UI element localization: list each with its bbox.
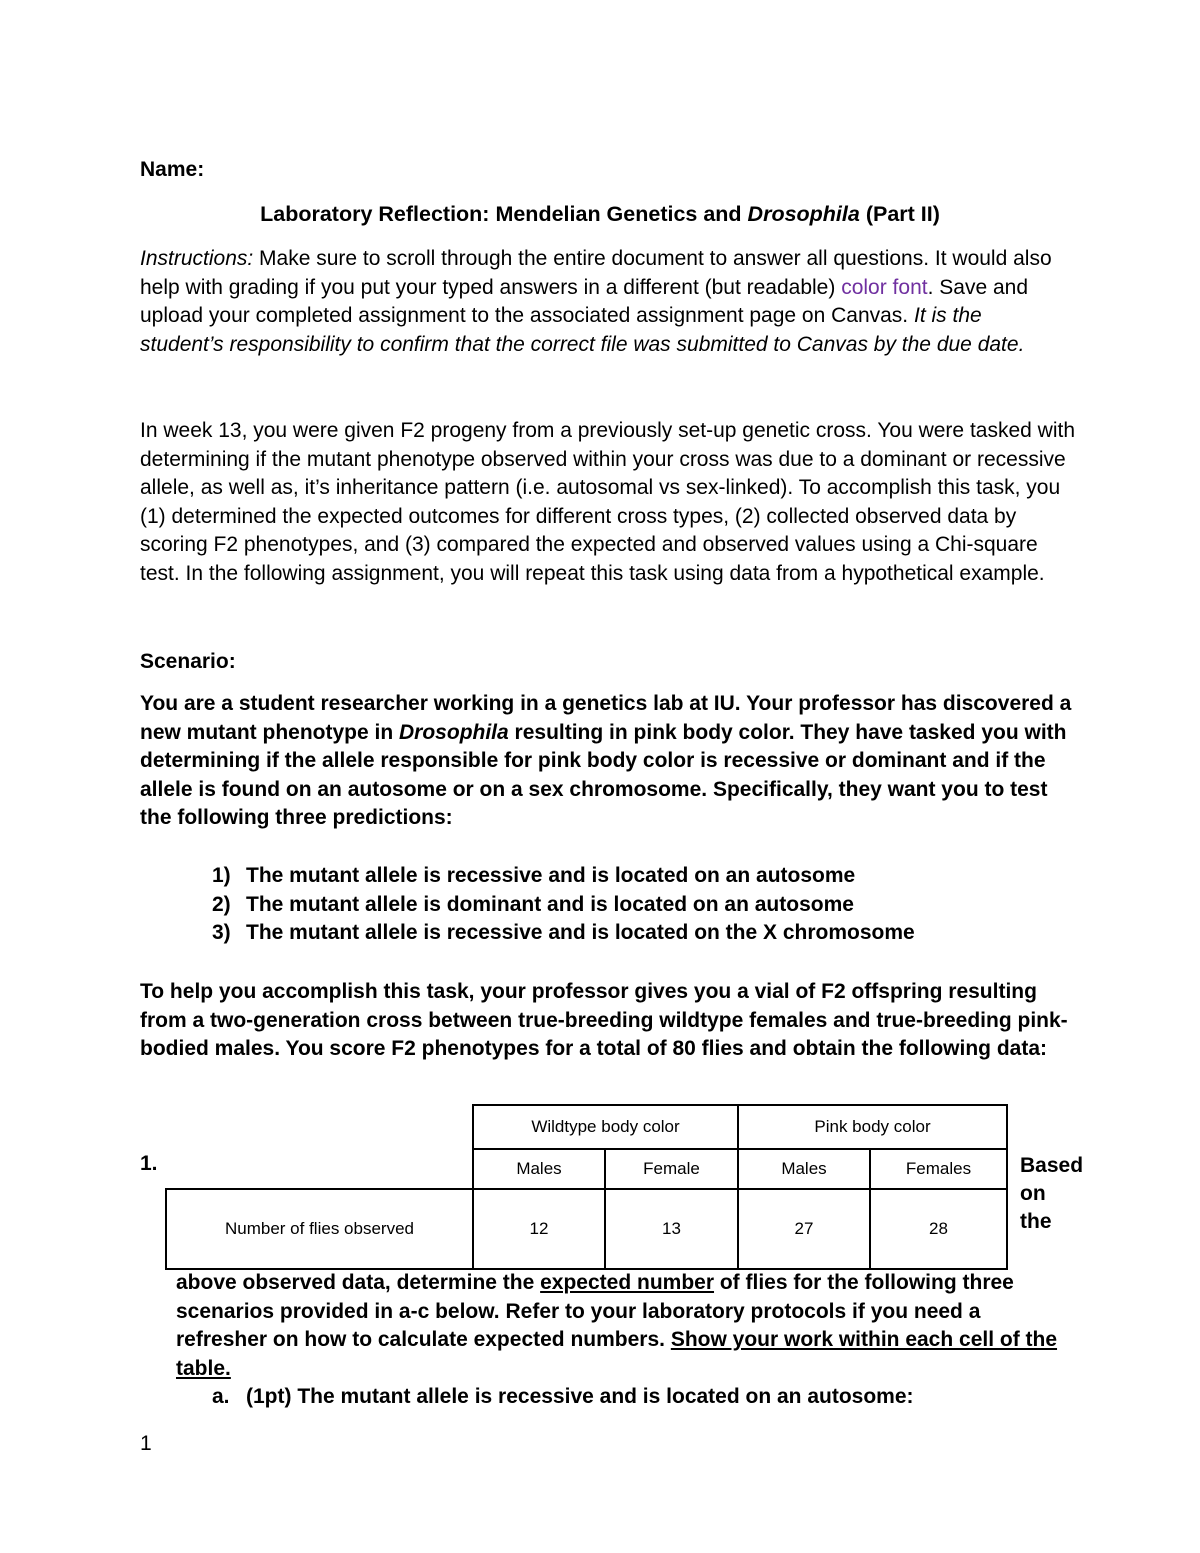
value-cell: 28 — [870, 1189, 1007, 1269]
sub-header-cell: Males — [738, 1149, 870, 1189]
question-1-text — [176, 1269, 1076, 1383]
value-cell: 12 — [473, 1189, 605, 1269]
prediction-number: 3) — [212, 921, 231, 945]
scenario-italic: Drosophila — [399, 720, 509, 744]
instructions-paragraph — [140, 245, 1070, 359]
question-1a — [212, 1385, 914, 1409]
color-font-text: color font — [841, 275, 928, 299]
wildtype-header: Wildtype body color — [473, 1105, 738, 1149]
intro-paragraph: In week 13, you were given F2 progeny from a previously set-up genetic cross. You were tasked with determining if the mutant phenotype observed within your cross was due to a dominant or recessive allele, as well as, it’s inheritance pattern (i.e. autosomal vs sex-linked). To accomplish this task, you (1) determined the expected outcomes for different cross types, (2) collected observed data by scoring F2 phenotypes, and (3) compared the expected and observed values using a Chi-square test. In the following assignment, you will repeat this task using data from a hypothetical example. — [140, 419, 1075, 585]
value-cell: 27 — [738, 1189, 870, 1269]
q1a-label: a. — [212, 1385, 230, 1408]
table-blank-cell — [166, 1105, 473, 1149]
prediction-text: The mutant allele is recessive and is located on the X chromosome — [246, 921, 915, 945]
prediction-item — [212, 891, 915, 920]
scenario-text-2: resulting in pink body color. They have tasked you with determining if the allele responsible for pink body color is recessive or dominant and if the allele is found on an autosome or on a sex chromosome. Specifically, they want you to test the following three predictions: — [140, 720, 1067, 830]
q1-text-start: above observed data, determine the — [176, 1271, 541, 1294]
q1-text-middle: of flies for the following three scenarios provided in a-c below. Refer to your laboratory protocols if you need a refresher on how to calculate expected numbers. — [176, 1271, 1014, 1352]
predictions-list — [212, 862, 915, 948]
show-work-text: Show your work within each cell of the table. — [176, 1328, 1058, 1380]
table-blank-cell — [166, 1149, 473, 1189]
sub-header-cell: Female — [605, 1149, 738, 1189]
offspring-paragraph: To help you accomplish this task, your professor gives you a vial of F2 offspring resulting from a two-generation cross between true-breeding wildtype females and true-breeding pink-bodied males. You score F2 phenotypes for a total of 80 flies and obtain the following data: — [140, 980, 1068, 1061]
prediction-number: 2) — [212, 892, 231, 916]
observed-data-table — [165, 1104, 1008, 1270]
instructions-label: Instructions: — [140, 247, 254, 270]
q1a-text: (1pt) The mutant allele is recessive and is located on an autosome: — [246, 1385, 914, 1408]
prediction-number: 1) — [212, 864, 231, 887]
question-1-wrapped-text: Based on the — [1020, 1154, 1084, 1233]
prediction-text: The mutant allele is recessive and is located on an autosome — [246, 864, 856, 887]
expected-number-text: expected number — [540, 1271, 715, 1294]
page-title — [140, 202, 1060, 227]
sub-header-cell: Males — [473, 1149, 605, 1189]
value-cell: 13 — [605, 1189, 738, 1269]
page-number: 1 — [140, 1432, 152, 1455]
scenario-text-1: You are a student researcher working in a genetics lab at IU. Your professor has discovered a new mutant phenotype in — [140, 692, 1072, 744]
sub-header-cell: Females — [870, 1149, 1007, 1189]
prediction-item — [212, 919, 915, 948]
scenario-label: Scenario: — [140, 650, 236, 673]
pink-header: Pink body color — [738, 1105, 1007, 1149]
title-italic: Drosophila — [747, 202, 860, 226]
instructions-text-1: Make sure to scroll through the entire document to answer all questions. It would also help with grading if you put your typed answers in a different (but readable) — [140, 247, 1052, 299]
prediction-item — [212, 862, 915, 891]
question-1-number: 1. — [140, 1152, 158, 1175]
row-label-cell: Number of flies observed — [166, 1189, 473, 1269]
title-suffix: (Part II) — [859, 202, 940, 226]
name-label: Name: — [140, 158, 205, 181]
instructions-italic-text: It is the student’s responsibility to confirm that the correct file was submitted to Canvas by the due date. — [140, 304, 1025, 356]
scenario-paragraph — [140, 690, 1080, 833]
title-text: Laboratory Reflection: Mendelian Genetics and — [260, 202, 748, 226]
instructions-text-2: . Save and upload your completed assignment to the associated assignment page on Canvas. — [140, 275, 1028, 328]
prediction-text: The mutant allele is dominant and is located on an autosome — [246, 892, 854, 916]
